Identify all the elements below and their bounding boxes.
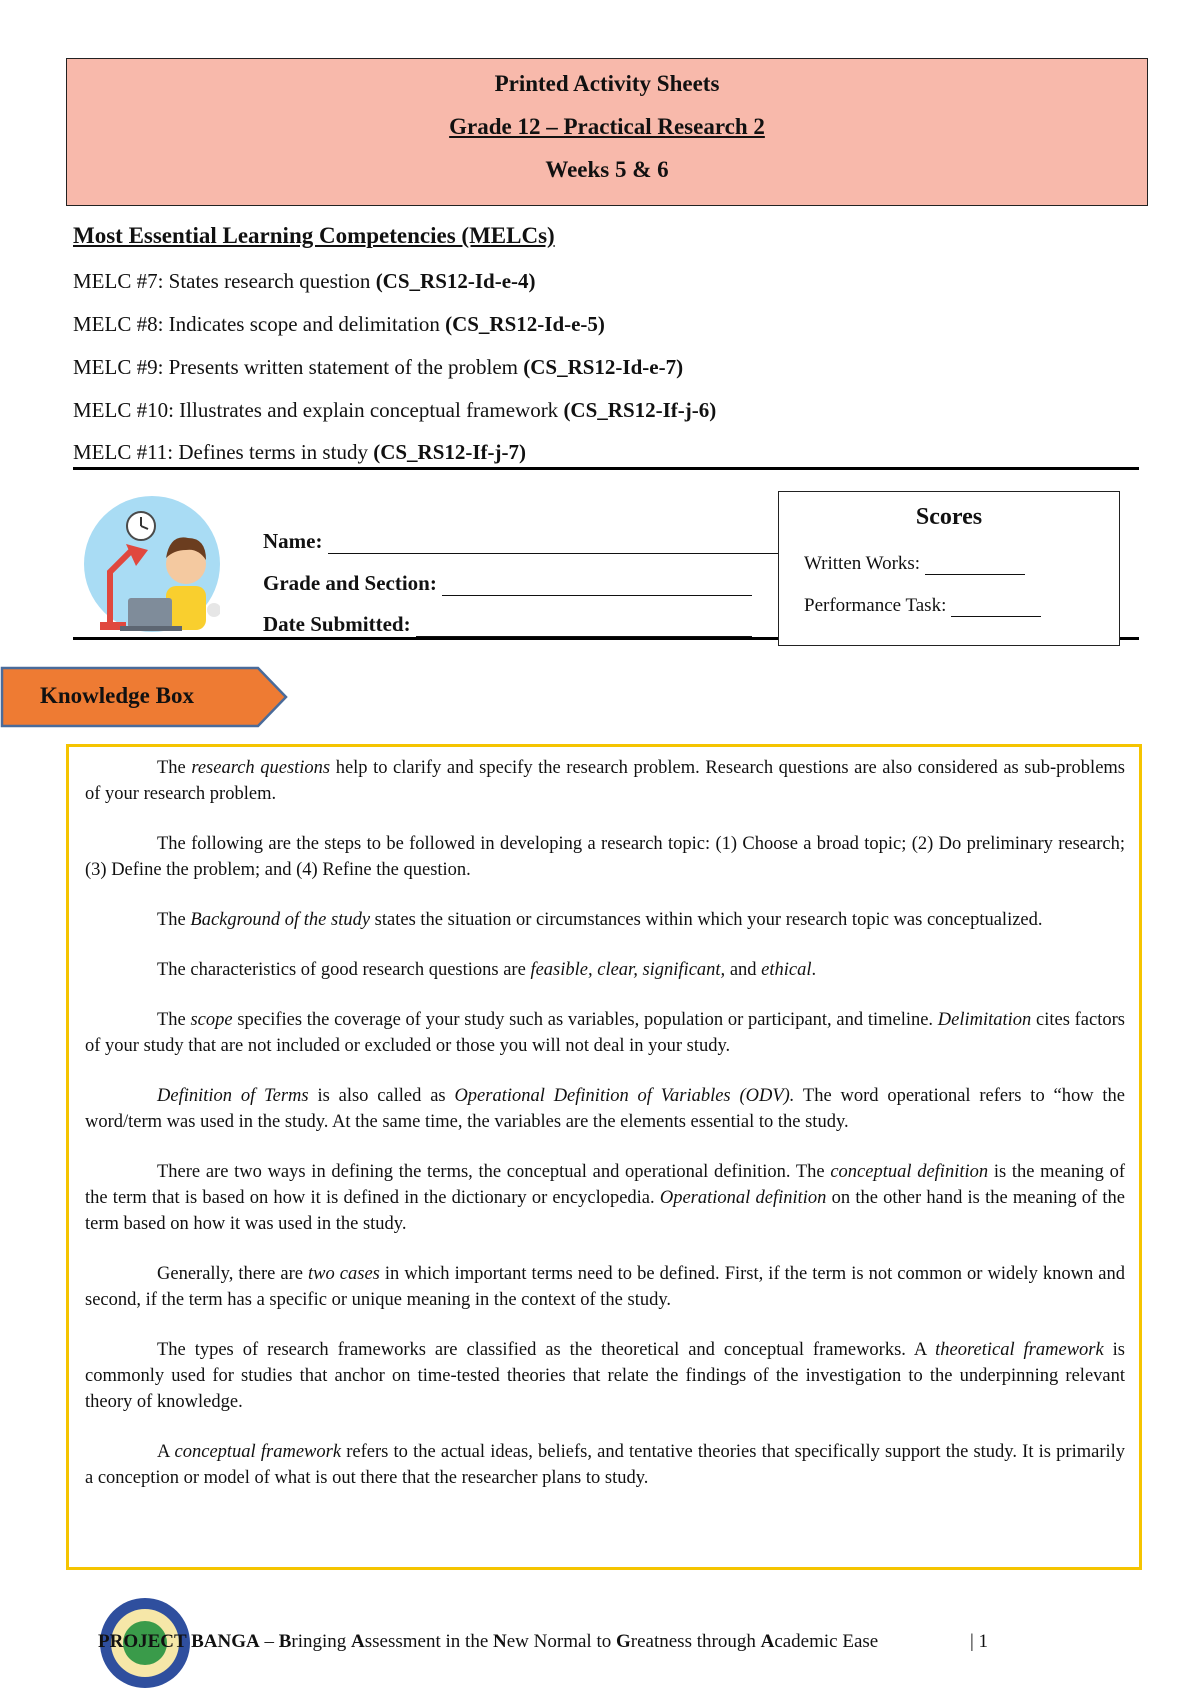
sheet-title: Printed Activity Sheets [494,71,720,96]
name-field[interactable]: Name: [263,528,792,554]
course-title: Grade 12 – Practical Research 2 [449,114,765,139]
melc-item: MELC #7: States research question (CS_RS12-Id-e-4) [73,269,536,293]
knowledge-box [66,744,1142,1570]
project-name: PROJECT BANGA [98,1631,260,1652]
paragraph: A conceptual framework refers to the actual ideas, beliefs, and tentative theories that specifically support the study. It is primarily a conception or model of what is out there that the researcher plans to study. [85,1442,1126,1488]
knowledge-box-label: Knowledge Box [40,683,194,708]
date-submitted-field[interactable]: Date Submitted: [263,611,752,637]
scores-title: Scores [915,504,983,530]
performance-task-field[interactable]: Performance Task: [804,594,1041,617]
paragraph: The scope specifies the coverage of your study such as variables, population or participant, and timeline. Delimitation cites factors of your study that are not included or excluded or those you will not deal in your study. [85,1010,1125,1056]
student-laptop-illustration [74,494,220,636]
paragraph: Definition of Terms is also called as Operational Definition of Variables (ODV). The word operational refers to “how the word/term was used in the study. At the same time, the variables are the elements essential to the study. [85,1086,1126,1132]
scores-box [778,491,1120,646]
paragraph: The research questions help to clarify and specify the research problem. Research questions are also considered as sub-problems of your research problem. [85,758,1126,804]
melc-item: MELC #11: Defines terms in study (CS_RS12-If-j-7) [73,440,527,464]
footer-tagline: PROJECT BANGA – Bringing Assessment in the New Normal to Greatness through Academic Ease [98,1631,879,1652]
divider [73,467,1139,470]
header-banner [66,58,1148,206]
melc-item: MELC #8: Indicates scope and delimitation (CS_RS12-Id-e-5) [73,312,605,336]
paragraph: The types of research frameworks are classified as the theoretical and conceptual frameworks. A theoretical framework is commonly used for studies that anchor on time-tested theories that relate the findings of the investigation to the underpinning relevant theory of knowledge. [85,1340,1125,1412]
melc-item: MELC #10: Illustrates and explain conceptual framework (CS_RS12-If-j-6) [73,398,717,422]
paragraph: The following are the steps to be followed in developing a research topic: (1) Choose a broad topic; (2) Do preliminary research; (3) Define the problem; and (4) Refine the question. [85,834,1125,880]
paragraph: The characteristics of good research questions are feasible, clear, significant, and ethical. [157,960,817,980]
paragraph: The Background of the study states the situation or circumstances within which your research topic was conceptualized. [157,910,1043,930]
weeks-label: Weeks 5 & 6 [545,157,669,182]
page-number: | 1 [970,1631,989,1652]
melc-heading: Most Essential Learning Competencies (MELCs) [73,223,555,248]
paragraph: Generally, there are two cases in which important terms need to be defined. First, if the term is not common or widely known and second, if the term has a specific or unique meaning in the context of the study. [85,1264,1125,1310]
grade-section-field[interactable]: Grade and Section: [263,570,752,596]
melc-item: MELC #9: Presents written statement of the problem (CS_RS12-Id-e-7) [73,355,684,379]
tagline: Bringing Assessment in the New Normal to Greatness through Academic Ease [278,1631,879,1652]
written-works-field[interactable]: Written Works: [804,552,1025,575]
paragraph: There are two ways in defining the terms, the conceptual and operational definition. The conceptual definition is the meaning of the term that is based on how it is defined in the dictionary or encyclopedia. Operational definition on the other hand is the meaning of the term based on how it was used in the study. [85,1162,1125,1234]
